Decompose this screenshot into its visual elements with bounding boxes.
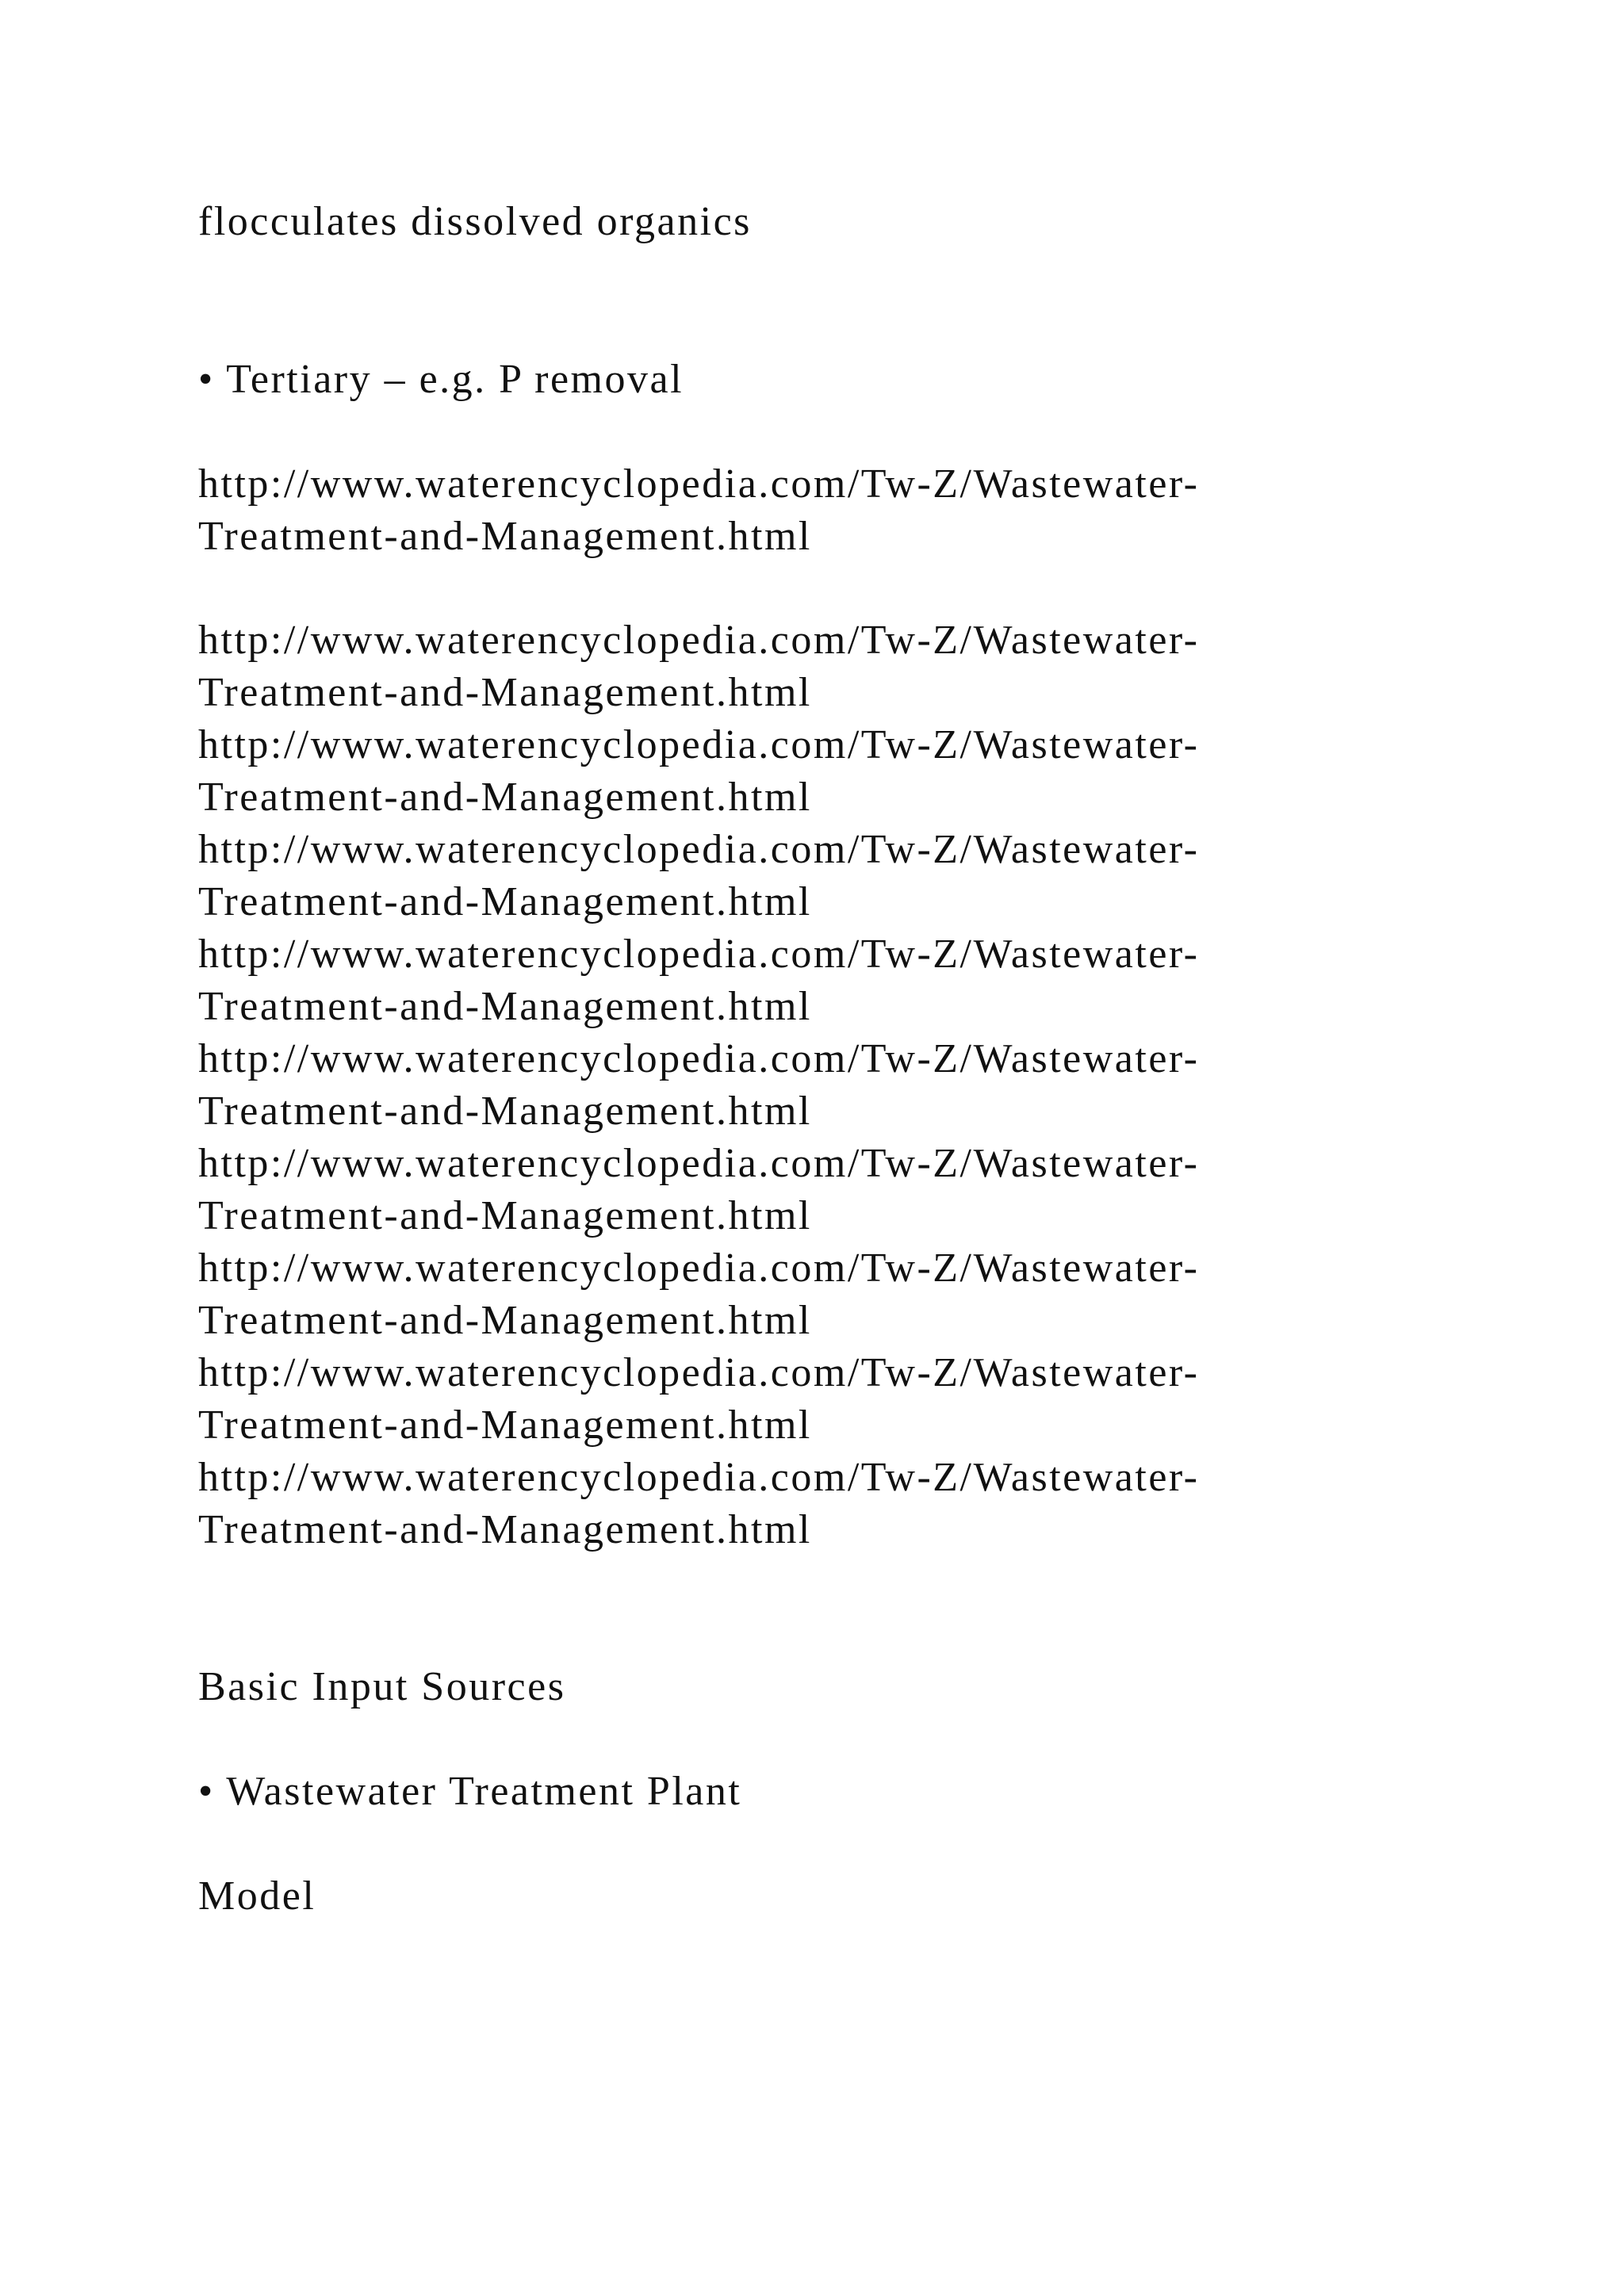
url-line: http://www.waterencyclopedia.com/Tw-Z/Wastewater- [198,461,1200,507]
bullet-wastewater-treatment-plant: • Wastewater Treatment Plant [198,1769,742,1814]
url-line: http://www.waterencyclopedia.com/Tw-Z/Wastewater- [198,1246,1200,1291]
url-line: http://www.waterencyclopedia.com/Tw-Z/Wastewater- [198,1036,1200,1081]
url-line: http://www.waterencyclopedia.com/Tw-Z/Wastewater- [198,1141,1200,1186]
url-line-continued: Treatment-and-Management.html [198,775,812,820]
url-line-continued: Treatment-and-Management.html [198,514,812,559]
bullet-tertiary: • Tertiary – e.g. P removal [198,357,684,402]
text-line-model: Model [198,1873,316,1919]
text-line-flocculates: flocculates dissolved organics [198,199,752,244]
url-line-continued: Treatment-and-Management.html [198,670,812,715]
url-line: http://www.waterencyclopedia.com/Tw-Z/Wastewater- [198,827,1200,872]
url-line-continued: Treatment-and-Management.html [198,1402,812,1448]
url-line-continued: Treatment-and-Management.html [198,984,812,1029]
url-line: http://www.waterencyclopedia.com/Tw-Z/Wastewater- [198,722,1200,767]
url-line: http://www.waterencyclopedia.com/Tw-Z/Wastewater- [198,618,1200,663]
url-line: http://www.waterencyclopedia.com/Tw-Z/Wastewater- [198,932,1200,977]
url-line-continued: Treatment-and-Management.html [198,1507,812,1552]
url-line-continued: Treatment-and-Management.html [198,1193,812,1238]
url-line-continued: Treatment-and-Management.html [198,1298,812,1343]
url-line: http://www.waterencyclopedia.com/Tw-Z/Wastewater- [198,1455,1200,1500]
url-line-continued: Treatment-and-Management.html [198,879,812,924]
url-line: http://www.waterencyclopedia.com/Tw-Z/Wastewater- [198,1350,1200,1395]
heading-basic-input-sources: Basic Input Sources [198,1664,566,1709]
url-line-continued: Treatment-and-Management.html [198,1089,812,1134]
